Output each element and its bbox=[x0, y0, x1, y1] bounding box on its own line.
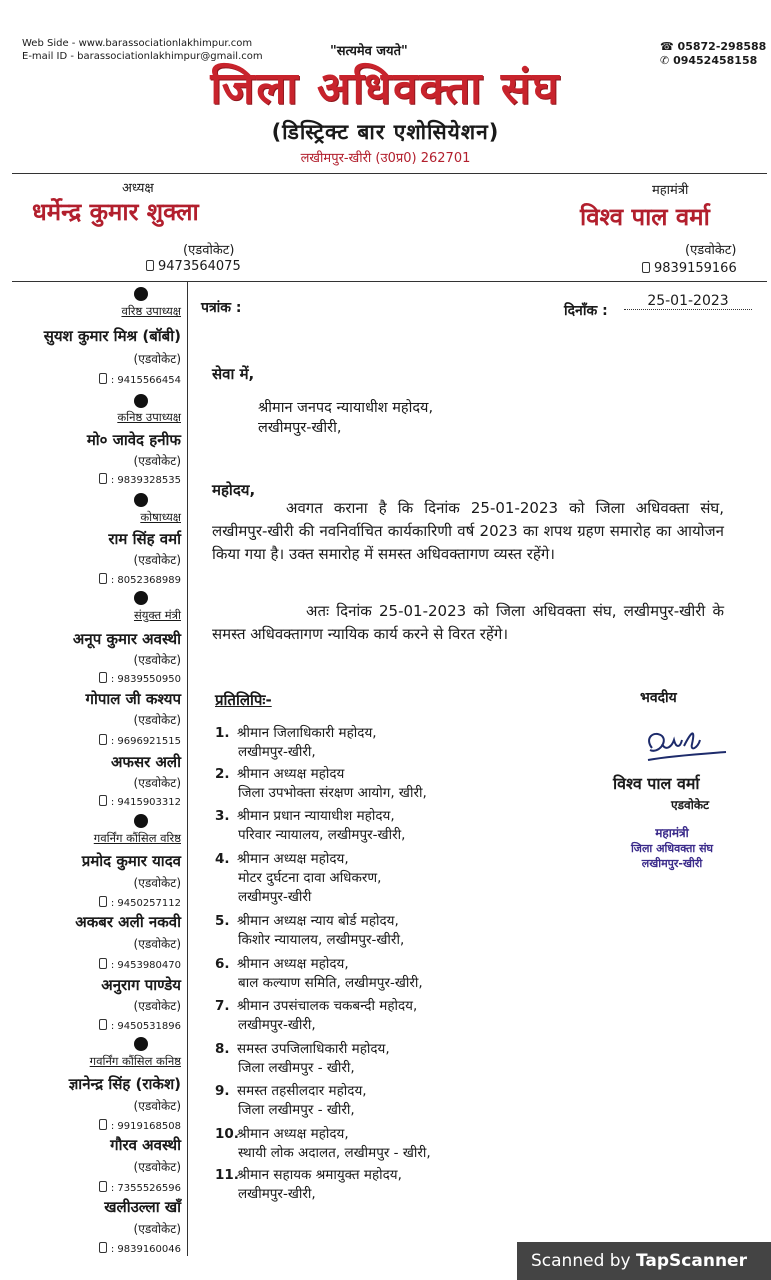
letter-date: 25-01-2023 bbox=[624, 293, 752, 310]
sidebar-adv: (एडवोकेट) bbox=[133, 713, 181, 727]
sidebar-adv: (एडवोकेट) bbox=[133, 653, 181, 667]
sidebar-phone: : 9450531896 bbox=[99, 1019, 181, 1033]
sidebar-phone-number: 9415566454 bbox=[117, 375, 181, 386]
sidebar-phone: : 9839160046 bbox=[99, 1242, 181, 1256]
header-divider bbox=[12, 173, 767, 174]
secretary-role: महामंत्री bbox=[652, 183, 689, 198]
president-phone-row bbox=[146, 259, 241, 274]
sidebar-adv: (एडवोकेट) bbox=[133, 1160, 181, 1174]
sidebar-adv: (एडवोकेट) bbox=[133, 999, 181, 1013]
sidebar-name: प्रमोद कुमार यादव bbox=[81, 852, 181, 870]
org-title: जिला अधिवक्ता संघ bbox=[210, 63, 561, 114]
sidebar-name: सुयश कुमार मिश्र (बॉबी) bbox=[43, 327, 181, 345]
cc-line: लखीमपुर-खीरी, bbox=[238, 1186, 316, 1202]
ref-label: पत्रांक : bbox=[201, 300, 242, 316]
cc-num: 4. bbox=[215, 851, 230, 867]
sidebar-adv: (एडवोकेट) bbox=[133, 876, 181, 890]
president-name: धर्मेन्द्र कुमार शुक्ला bbox=[32, 198, 199, 226]
sidebar-adv: (एडवोकेट) bbox=[133, 1099, 181, 1113]
bullet-dot bbox=[134, 394, 148, 408]
sidebar-phone: : 9415566454 bbox=[99, 373, 181, 387]
sidebar-title: कोषाध्यक्ष bbox=[140, 510, 181, 524]
mobile-icon bbox=[99, 473, 107, 484]
signature-scribble bbox=[640, 724, 732, 768]
mobile-icon bbox=[642, 262, 650, 273]
sidebar-name: मो० जावेद हनीफ bbox=[86, 431, 181, 449]
sidebar-phone-number: 9415903312 bbox=[117, 797, 181, 808]
cc-line: श्रीमान अध्यक्ष न्याय बोर्ड महोदय, bbox=[237, 913, 399, 929]
sidebar-phone-number: 7355526596 bbox=[117, 1183, 181, 1194]
date-label: दिनाँक : bbox=[564, 303, 608, 319]
mobile-icon bbox=[99, 373, 107, 384]
sidebar-title: संयुक्त मंत्री bbox=[133, 608, 181, 622]
org-subtitle: (डिस्ट्रिक्ट बार एशोसियेशन) bbox=[271, 120, 500, 144]
cc-line: किशोर न्यायालय, लखीमपुर-खीरी, bbox=[238, 932, 405, 948]
cc-list-item bbox=[215, 724, 377, 762]
sidebar-phone: : 9415903312 bbox=[99, 795, 181, 809]
sidebar-phone-number: 9919168508 bbox=[117, 1121, 181, 1132]
sidebar-divider bbox=[187, 281, 188, 1256]
sidebar-name: अनूप कुमार अवस्थी bbox=[72, 630, 181, 648]
officers-divider bbox=[12, 281, 767, 282]
cc-line: जिला लखीमपुर - खीरी, bbox=[238, 1060, 355, 1076]
to-label: सेवा में, bbox=[212, 365, 255, 383]
addressee-line2: लखीमपुर-खीरी, bbox=[258, 420, 342, 436]
sidebar-title: गवर्निंग कौंसिल कनिष्ठ bbox=[89, 1054, 181, 1068]
mobile-icon bbox=[99, 734, 107, 745]
cc-list-item bbox=[215, 765, 427, 803]
cc-num: 6. bbox=[215, 956, 230, 972]
sidebar-adv: (एडवोकेट) bbox=[133, 352, 181, 366]
official-stamp bbox=[612, 826, 732, 871]
sidebar-phone-number: 9696921515 bbox=[117, 736, 181, 747]
stamp-line1: महामंत्री bbox=[655, 826, 689, 840]
mobile-icon bbox=[146, 260, 154, 271]
sidebar-title: कनिष्ठ उपाध्यक्ष bbox=[117, 410, 181, 424]
cc-line: बाल कल्याण समिति, लखीमपुर-खीरी, bbox=[238, 975, 423, 991]
sidebar-phone-number: 9839550950 bbox=[117, 674, 181, 685]
signatory-name: विश्व पाल वर्मा bbox=[613, 774, 700, 793]
mobile-icon bbox=[99, 1019, 107, 1030]
sidebar-phone: : 7355526596 bbox=[99, 1181, 181, 1195]
sidebar-name: ज्ञानेन्द्र सिंह (राकेश) bbox=[68, 1075, 181, 1093]
secretary-phone: 9839159166 bbox=[654, 261, 737, 276]
cc-line: श्रीमान अध्यक्ष महोदय, bbox=[237, 851, 349, 867]
cc-num: 2. bbox=[215, 766, 230, 782]
bullet-dot bbox=[134, 591, 148, 605]
mobile-icon bbox=[99, 958, 107, 969]
cc-line: परिवार न्यायालय, लखीमपुर-खीरी, bbox=[238, 827, 406, 843]
cc-num: 9. bbox=[215, 1083, 230, 1099]
phone1: 05872-298588 bbox=[677, 40, 767, 53]
cc-line: लखीमपुर-खीरी, bbox=[238, 744, 316, 760]
sidebar-title: वरिष्ठ उपाध्यक्ष bbox=[121, 304, 181, 318]
scanner-watermark bbox=[517, 1242, 771, 1280]
sidebar-adv: (एडवोकेट) bbox=[133, 1222, 181, 1236]
president-role: अध्यक्ष bbox=[122, 181, 154, 196]
sidebar-name: राम सिंह वर्मा bbox=[108, 530, 181, 548]
cc-line: जिला उपभोक्ता संरक्षण आयोग, खीरी, bbox=[238, 785, 427, 801]
sidebar-phone: : 9919168508 bbox=[99, 1119, 181, 1133]
telephone-icon: ☎ bbox=[660, 40, 674, 53]
sidebar-name: अनुराग पाण्डेय bbox=[101, 976, 181, 994]
sidebar-name: गौरव अवस्थी bbox=[110, 1136, 181, 1154]
cc-list-item bbox=[215, 807, 405, 845]
stamp-line3: लखीमपुर-खीरी bbox=[641, 857, 703, 870]
cc-list-item bbox=[215, 955, 423, 993]
president-designation: (एडवोकेट) bbox=[183, 243, 235, 258]
email-text: E-mail ID - barassociationlakhimpur@gmail.com bbox=[22, 51, 263, 62]
stamp-line2: जिला अधिवक्ता संघ bbox=[630, 842, 714, 855]
cc-num: 8. bbox=[215, 1041, 230, 1057]
mobile-icon bbox=[99, 573, 107, 584]
sidebar-phone: : 9450257112 bbox=[99, 896, 181, 910]
cc-line: श्रीमान अध्यक्ष महोदय, bbox=[237, 956, 349, 972]
cc-line: श्रीमान प्रधान न्यायाधीश महोदय, bbox=[237, 808, 395, 824]
cc-line: समस्त उपजिलाधिकारी महोदय, bbox=[237, 1041, 390, 1057]
cc-line: श्रीमान जिलाधिकारी महोदय, bbox=[237, 725, 377, 741]
addressee bbox=[258, 398, 433, 438]
sidebar-phone-number: 8052368989 bbox=[117, 575, 181, 586]
motto: "सत्यमेव जयते" bbox=[330, 44, 408, 59]
secretary-name: विश्व पाल वर्मा bbox=[580, 203, 710, 231]
cc-num: 5. bbox=[215, 913, 230, 929]
bullet-dot bbox=[134, 814, 148, 828]
mobile-icon: ✆ bbox=[660, 54, 670, 67]
cc-list-item bbox=[215, 1166, 402, 1204]
cc-line: लखीमपुर-खीरी bbox=[238, 889, 312, 905]
signatory-title: एडवोकेट bbox=[671, 798, 710, 812]
sidebar-phone: : 8052368989 bbox=[99, 573, 181, 587]
cc-label: प्रतिलिपिः- bbox=[215, 691, 272, 709]
cc-line: श्रीमान अध्यक्ष महोदय bbox=[237, 766, 345, 782]
sidebar-phone-number: 9450531896 bbox=[117, 1021, 181, 1032]
mobile-icon bbox=[99, 672, 107, 683]
closing: भवदीय bbox=[640, 690, 677, 706]
cc-num: 3. bbox=[215, 808, 230, 824]
sidebar-name: खलीउल्ला खाँ bbox=[104, 1198, 181, 1216]
sidebar-adv: (एडवोकेट) bbox=[133, 937, 181, 951]
phone2: 09452458158 bbox=[673, 54, 758, 67]
cc-num: 11. bbox=[215, 1167, 239, 1183]
bullet-dot bbox=[134, 1037, 148, 1051]
sidebar-name: गोपाल जी कश्यप bbox=[85, 690, 181, 708]
bullet-dot bbox=[134, 493, 148, 507]
phone-block bbox=[660, 40, 766, 68]
sidebar-name: अफसर अली bbox=[110, 753, 181, 771]
sidebar-phone-number: 9839160046 bbox=[117, 1244, 181, 1255]
scanner-prefix: Scanned by bbox=[531, 1251, 631, 1271]
paragraph-2: अतः दिनांक 25-01-2023 को जिला अधिवक्ता संघ, लखीमपुर-खीरी के समस्त अधिवक्तागण न्यायिक कार्य करने से विरत रहेंगे। bbox=[212, 602, 724, 643]
cc-num: 7. bbox=[215, 998, 230, 1014]
org-address: लखीमपुर-खीरी (उ0प्र0) 262701 bbox=[300, 151, 471, 166]
addressee-line1: श्रीमान जनपद न्यायाधीश महोदय, bbox=[258, 400, 434, 416]
sidebar-title: गवर्निंग कौंसिल वरिष्ठ bbox=[93, 831, 181, 845]
sidebar-phone: : 9453980470 bbox=[99, 958, 181, 972]
sidebar-phone: : 9839550950 bbox=[99, 672, 181, 686]
mobile-icon bbox=[99, 1242, 107, 1253]
sidebar-adv: (एडवोकेट) bbox=[133, 454, 181, 468]
sidebar-phone: : 9696921515 bbox=[99, 734, 181, 748]
website-text: Web Side - www.barassociationlakhimpur.com bbox=[22, 38, 253, 49]
cc-line: श्रीमान उपसंचालक चकबन्दी महोदय, bbox=[237, 998, 418, 1014]
sidebar-phone-number: 9453980470 bbox=[117, 960, 181, 971]
cc-list-item bbox=[215, 912, 404, 950]
cc-num: 10. bbox=[215, 1126, 239, 1142]
cc-list-item bbox=[215, 1125, 431, 1163]
cc-list-item bbox=[215, 1082, 367, 1120]
sidebar-phone-number: 9450257112 bbox=[117, 898, 181, 909]
cc-list-item bbox=[215, 850, 381, 907]
sidebar-adv: (एडवोकेट) bbox=[133, 553, 181, 567]
cc-line: लखीमपुर-खीरी, bbox=[238, 1017, 316, 1033]
cc-line: स्थायी लोक अदालत, लखीमपुर - खीरी, bbox=[238, 1145, 431, 1161]
sidebar-phone-number: 9839328535 bbox=[117, 475, 181, 486]
cc-line: समस्त तहसीलदार महोदय, bbox=[237, 1083, 367, 1099]
scanner-brand: TapScanner bbox=[636, 1251, 747, 1271]
sidebar-adv: (एडवोकेट) bbox=[133, 776, 181, 790]
salutation: महोदय, bbox=[212, 481, 256, 499]
secretary-phone-row bbox=[642, 261, 737, 276]
sidebar-name: अकबर अली नकवी bbox=[75, 913, 181, 931]
cc-line: श्रीमान अध्यक्ष महोदय, bbox=[237, 1126, 349, 1142]
bullet-dot bbox=[134, 287, 148, 301]
cc-num: 1. bbox=[215, 725, 230, 741]
mobile-icon bbox=[99, 1119, 107, 1130]
cc-list-item bbox=[215, 997, 417, 1035]
cc-list-item bbox=[215, 1040, 390, 1078]
president-phone: 9473564075 bbox=[158, 259, 241, 274]
sidebar-phone: : 9839328535 bbox=[99, 473, 181, 487]
cc-line: श्रीमान सहायक श्रमायुक्त महोदय, bbox=[237, 1167, 402, 1183]
mobile-icon bbox=[99, 795, 107, 806]
paragraph-1: अवगत कराना है कि दिनांक 25-01-2023 को जिला अधिवक्ता संघ, लखीमपुर-खीरी की नवनिर्वाचित कार्यकारिणी वर्ष 2023 का शपथ ग्रहण समारोह का आयोजन किया गया है। उक्त समारोह में समस्त अधिवक्तागण व्यस्त रहेंगे। bbox=[212, 499, 724, 563]
cc-line: जिला लखीमपुर - खीरी, bbox=[238, 1102, 355, 1118]
secretary-designation: (एडवोकेट) bbox=[685, 243, 737, 258]
mobile-icon bbox=[99, 1181, 107, 1192]
mobile-icon bbox=[99, 896, 107, 907]
cc-line: मोटर दुर्घटना दावा अधिकरण, bbox=[238, 870, 382, 886]
